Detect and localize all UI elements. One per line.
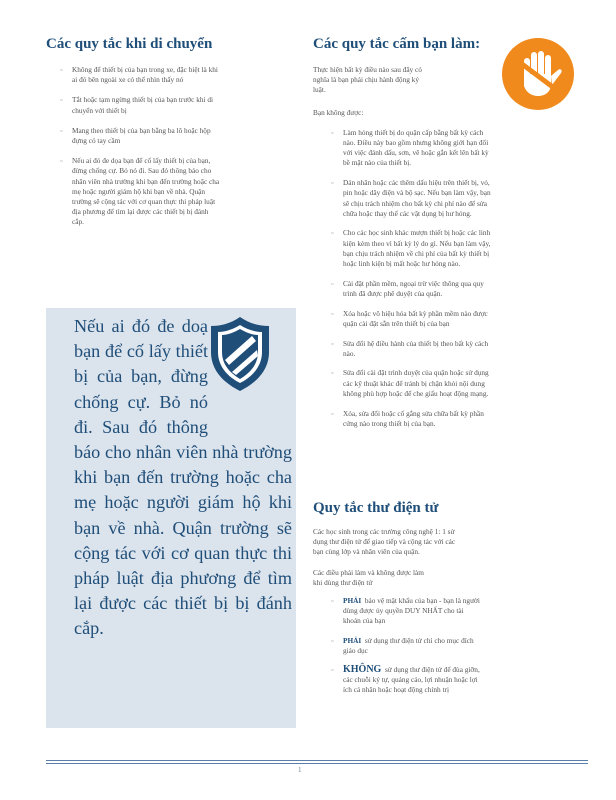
bullet-icon: ▫ [331, 229, 334, 238]
bullet-icon: ▫ [331, 666, 334, 675]
bullet-icon: ▫ [60, 66, 63, 74]
callout-text: Nếu ai đó đe doạ bạn để cố lấy thiết bị của bạn, đừng chống cự. Bỏ nó đi. Sau đó thông báo cho nhân viên nhà trường khi bạn đến trường hoặc cha mẹ hoặc người giám hộ khi bạn về nhà. Quận trường sẽ cộng tác với cơ quan thực thi pháp luật địa phương để tìm lại được các thiết bị bị đánh cắp. [74, 316, 292, 639]
bullet-icon: ▫ [331, 409, 334, 418]
travel-rules-heading: Các quy tắc khi di chuyển [46, 36, 213, 52]
list-item: ▫ Sửa đổi hệ điều hành của thiết bị theo bất kỳ cách nào. [331, 338, 489, 358]
bullet-icon: ▫ [331, 597, 334, 606]
list-item: ▫ Cho các học sinh khác mượn thiết bị hoặc các linh kiện kèm theo vì bất kỳ lý do gì. Nếu bạn làm vậy, bạn chịu trách nhiệm về chi phí của bất kỳ thiết bị hoặc linh kiện bị mất hoặc hư hỏng nào. [331, 228, 491, 269]
email-subintro: Các điều phải làm và không được làm khi dùng thư điện tử [313, 567, 424, 587]
bullet-icon: ▫ [60, 157, 63, 166]
email-rules-heading: Quy tắc thư điện tử [313, 500, 439, 516]
list-item: ▫ Cài đặt phần mềm, ngoại trừ việc thông qua quy trình đã được phê duyệt của quận. [331, 278, 484, 298]
prohibited-intro: Thực hiện bất kỳ điều nào sau đây có nghĩa là bạn phải chịu hành động kỷ luật. [313, 65, 422, 95]
list-item: ▫ Xóa, sửa đổi hoặc cố gắng sửa chữa bất kỳ phần cứng nào trong thiết bị của bạn. [331, 408, 484, 428]
list-item: ▫ PHẢI sử dụng thư điện tử chỉ cho mục đích giáo dục [331, 635, 474, 655]
bullet-icon: ▫ [331, 128, 334, 137]
travel-rules-list [46, 65, 222, 228]
bullet-icon: ▫ [331, 279, 334, 288]
list-item: ▫ Dán nhãn hoặc các thêm dấu hiệu trên thiết bị, vỏ, pin hoặc dây điện và bộ sạc. Nếu bạn làm vậy, bạn sẽ chịu trách nhiệm cho bất kỳ chi phí nào để sửa chữa hoặc thay thế các vật dụng bị hư hỏng. [331, 178, 491, 218]
footer-divider [46, 760, 588, 761]
prohibited-list [313, 128, 493, 429]
email-intro: Các học sinh trong các trường công nghệ 1: 1 sử dụng thư điện tử để giao tiếp và cộng tác với các bạn cùng lớp và nhân viên của quận. [313, 527, 456, 557]
list-item: ▫ Sửa đổi cài đặt trình duyệt của quận hoặc sử dụng các kỹ thuật khác để tránh bị chặn khỏi nội dung không phù hợp hoặc để che giấu hoạt động mạng. [331, 368, 489, 398]
list-item: ▫ Làm hỏng thiết bị do quận cấp bằng bất kỳ cách nào. Điều này bao gồm nhưng không giới hạn đối với việc đánh dấu, sơn, vẽ hoặc gắn kết lên bất kỳ bề mặt nào của thiết bị. [331, 127, 489, 168]
shield-spacer [208, 314, 292, 432]
list-item: ▫ PHẢI bảo vệ mật khẩu của bạn - bạn là người dùng được ủy quyền DUY NHẤT cho tài khoản của bạn [331, 596, 480, 626]
email-rules-list [313, 596, 483, 696]
left-column [46, 36, 256, 238]
stop-hand-icon [502, 38, 574, 110]
prohibited-rules-heading: Các quy tắc cấm bạn làm: [313, 36, 481, 52]
bullet-icon: ▫ [331, 369, 334, 378]
callout-box [46, 308, 296, 728]
page-number: 1 [298, 766, 302, 774]
bullet-icon: ▫ [60, 96, 63, 105]
bullet-icon: ▫ [331, 309, 334, 318]
list-item: ▫ Xóa hoặc vô hiệu hóa bất kỳ phần mềm nào được quận cài đặt sẵn trên thiết bị của bạn [331, 308, 488, 328]
footer-divider [46, 763, 588, 764]
bullet-icon: ▫ [331, 179, 334, 188]
bullet-icon: ▫ [331, 339, 334, 348]
bullet-icon: ▫ [331, 636, 334, 645]
list-item: ▫ Mang theo thiết bị của bạn bằng ba lô hoặc hộp đựng có tay cầm [60, 125, 211, 146]
list-item: ▫ Tắt hoặc tạm ngừng thiết bị của bạn trước khi di chuyển với thiết bị [60, 95, 214, 115]
list-item: ▫ KHÔNG sử dụng thư điện tử để đùa giỡn, các chuỗi ký tự, quảng cáo, lợi nhuận hoặc lợi ích cá nhân hoặc hoạt động chính trị [331, 664, 480, 695]
prohibited-subintro: Bạn không được: [313, 107, 364, 117]
list-item: ▫ Nếu ai đó đe dọa bạn để cố lấy thiết bị của bạn, đừng chống cự. Bỏ nó đi. Sau đó thông báo cho nhân viên nhà trường khi bạn đến trường hoặc cha mẹ hoặc người giám hộ khi bạn về nhà. Quận trường sẽ cộng tác với cơ quan thực thi pháp luật địa phương để tìm lại được các thiết bị bị đánh cắp. [60, 156, 220, 227]
email-section [313, 500, 503, 705]
list-item: ▫ Không để thiết bị của bạn trong xe, đặc biệt là khi ai đó bên ngoài xe có thể nhìn thấy nó [60, 65, 218, 85]
bullet-icon: ▫ [60, 126, 63, 135]
right-column [313, 36, 493, 438]
